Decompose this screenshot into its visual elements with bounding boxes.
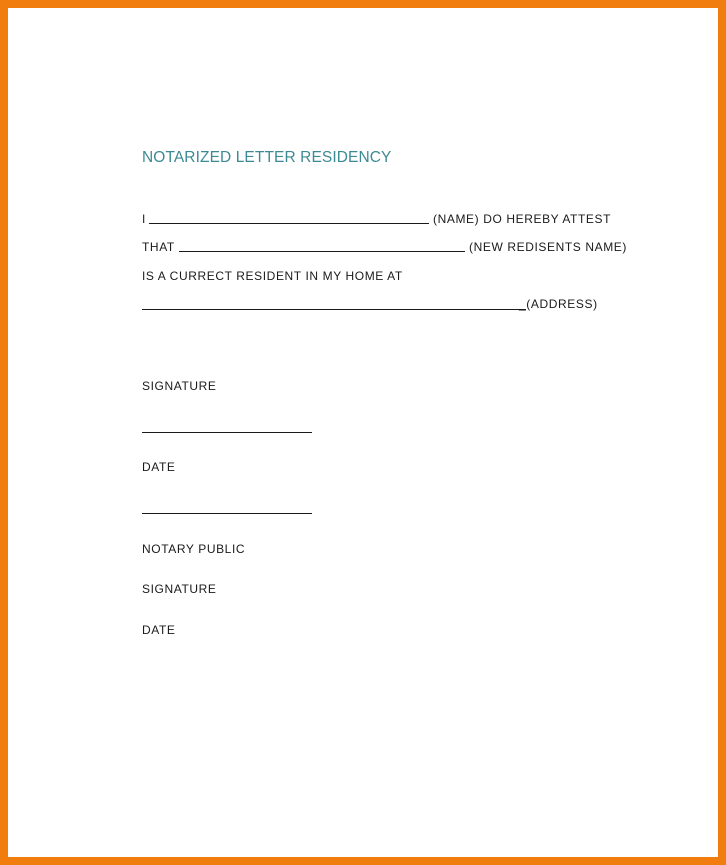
signature-blank-line xyxy=(142,432,312,433)
signature-label: SIGNATURE xyxy=(142,379,217,393)
address-label: _(ADDRESS) xyxy=(519,297,598,311)
address-blank-line xyxy=(142,309,526,310)
line1-prefix: I xyxy=(142,212,146,226)
name-blank-line xyxy=(149,223,429,224)
date-blank-line xyxy=(142,513,312,514)
line1-suffix: (NAME) DO HEREBY ATTEST xyxy=(433,212,612,226)
notary-signature-label: SIGNATURE xyxy=(142,582,217,596)
resident-name-blank-line xyxy=(179,251,465,252)
notary-date-label: DATE xyxy=(142,623,176,637)
date-label: DATE xyxy=(142,460,176,474)
notary-public-label: NOTARY PUBLIC xyxy=(142,542,246,556)
line3-text: IS A CURRECT RESIDENT IN MY HOME AT xyxy=(142,269,403,283)
line2-prefix: THAT xyxy=(142,240,175,254)
line2-suffix: (NEW REDISENTS NAME) xyxy=(469,240,628,254)
document-title: NOTARIZED LETTER RESIDENCY xyxy=(142,149,392,166)
